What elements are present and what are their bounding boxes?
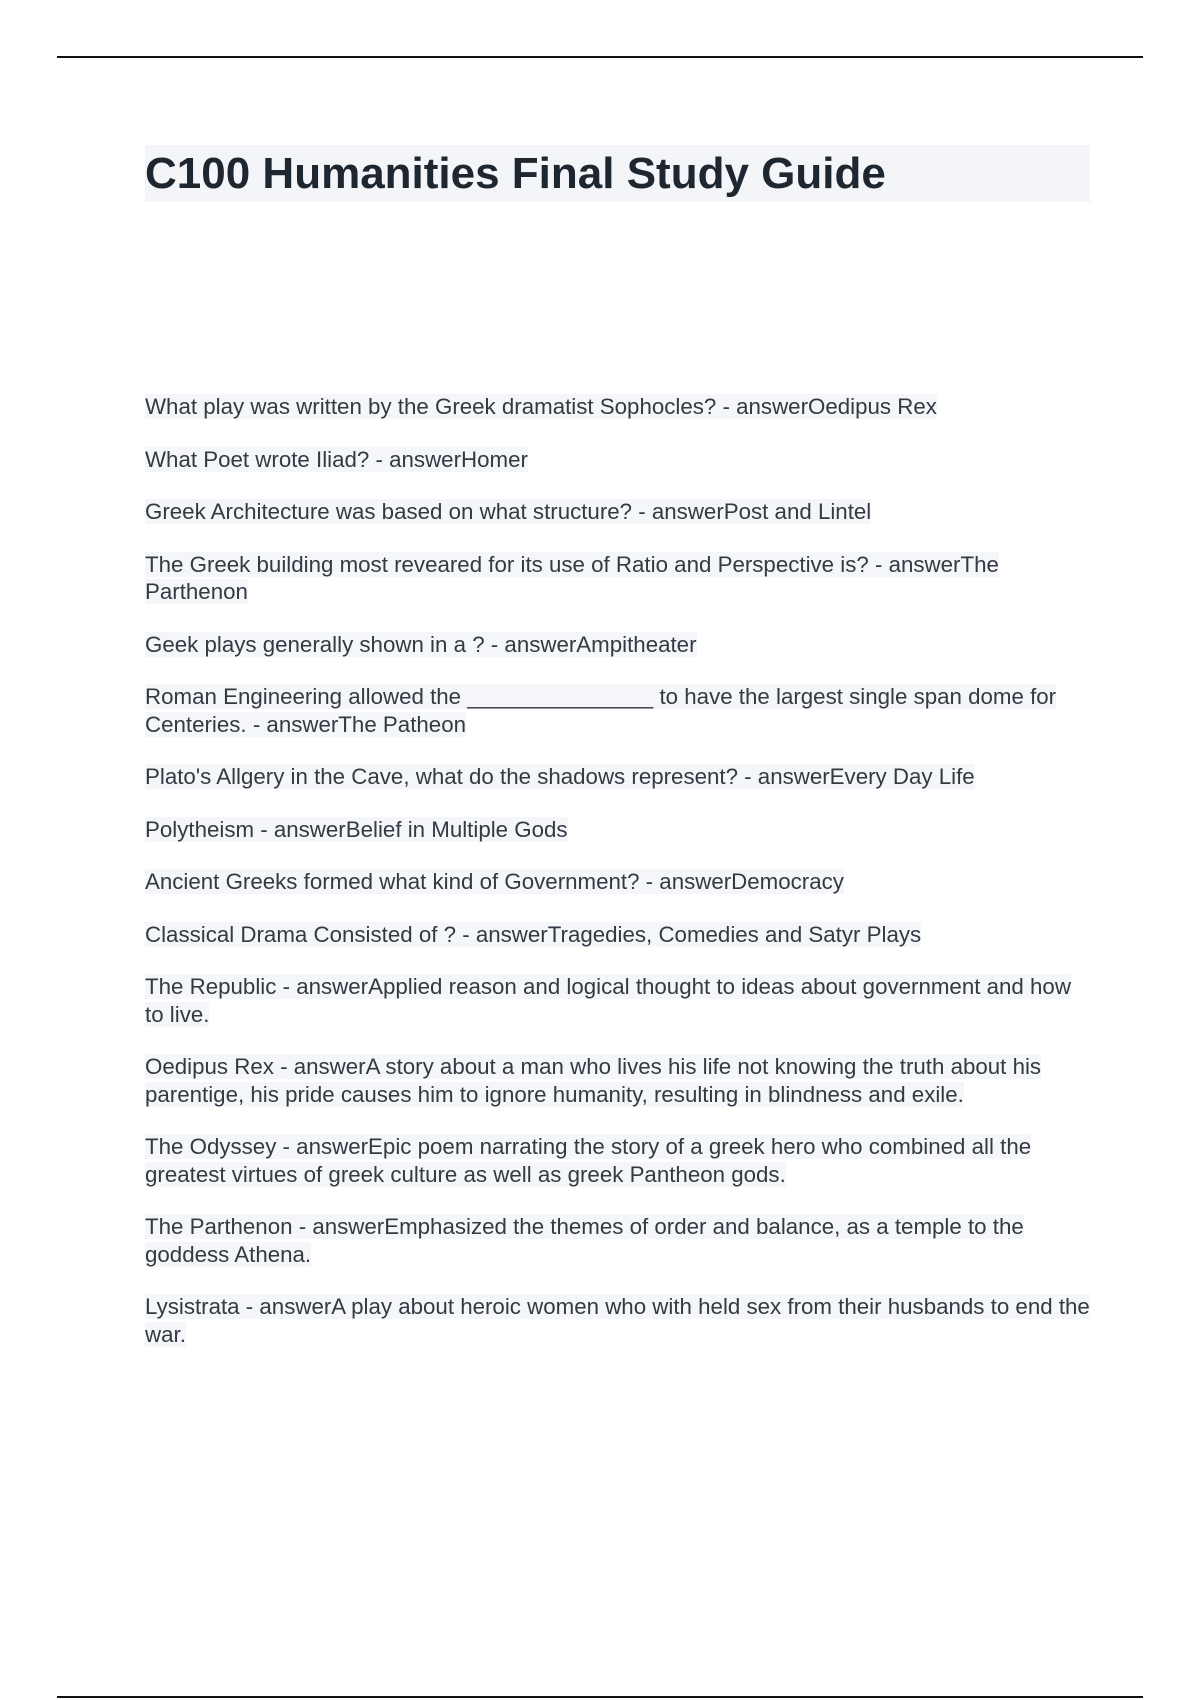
list-item (145, 973, 1090, 1028)
qa-text: Ancient Greeks formed what kind of Government? - answerDemocracy (145, 869, 844, 894)
list-item (145, 1293, 1090, 1348)
qa-text: The Odyssey - answerEpic poem narrating the story of a greek hero who combined all the greatest virtues of greek culture as well as greek Pantheon gods. (145, 1134, 1032, 1187)
qa-text: The Republic - answerApplied reason and logical thought to ideas about government and how to live. (145, 974, 1071, 1027)
qa-text: Classical Drama Consisted of ? - answerTragedies, Comedies and Satyr Plays (145, 921, 922, 947)
list-item (145, 683, 1090, 738)
list-item (145, 921, 1090, 949)
qa-text: The Parthenon - answerEmphasized the themes of order and balance, as a temple to the goddess Athena. (145, 1214, 1024, 1267)
qa-text: Polytheism - answerBelief in Multiple Gods (145, 816, 568, 842)
list-item (145, 1133, 1090, 1188)
list-item (145, 763, 1090, 791)
list-item (145, 868, 1090, 896)
qa-text: Roman Engineering allowed the _______________ to have the largest single span dome for Centeries. - answerThe Patheon (145, 684, 1057, 737)
list-item (145, 631, 1090, 659)
list-item (145, 393, 1090, 421)
qa-text: Lysistrata - answerA play about heroic women who with held sex from their husbands to end the war. (145, 1294, 1090, 1347)
bottom-rule (57, 1696, 1143, 1698)
list-item (145, 1213, 1090, 1268)
qa-text: The Greek building most reveared for its use of Ratio and Perspective is? - answerThe Parthenon (145, 551, 999, 604)
qa-list (145, 393, 1090, 1373)
qa-text: Geek plays generally shown in a ? - answerAmpitheater (145, 631, 697, 657)
qa-text: Oedipus Rex - answerA story about a man who lives his life not knowing the truth about his parentige, his pride causes him to ignore humanity, resulting in blindness and exile. (145, 1054, 1042, 1107)
list-item (145, 498, 1090, 526)
qa-text: What Poet wrote Iliad? - answerHomer (145, 446, 528, 472)
qa-text: What play was written by the Greek dramatist Sophocles? - answerOedipus Rex (145, 394, 937, 419)
list-item (145, 446, 1090, 474)
qa-text: Greek Architecture was based on what structure? - answerPost and Lintel (145, 499, 872, 524)
page-title: C100 Humanities Final Study Guide (145, 145, 1090, 202)
top-rule (57, 56, 1143, 58)
qa-text: Plato's Allgery in the Cave, what do the shadows represent? - answerEvery Day Life (145, 764, 975, 789)
list-item (145, 551, 1090, 606)
list-item (145, 1053, 1090, 1108)
list-item (145, 816, 1090, 844)
